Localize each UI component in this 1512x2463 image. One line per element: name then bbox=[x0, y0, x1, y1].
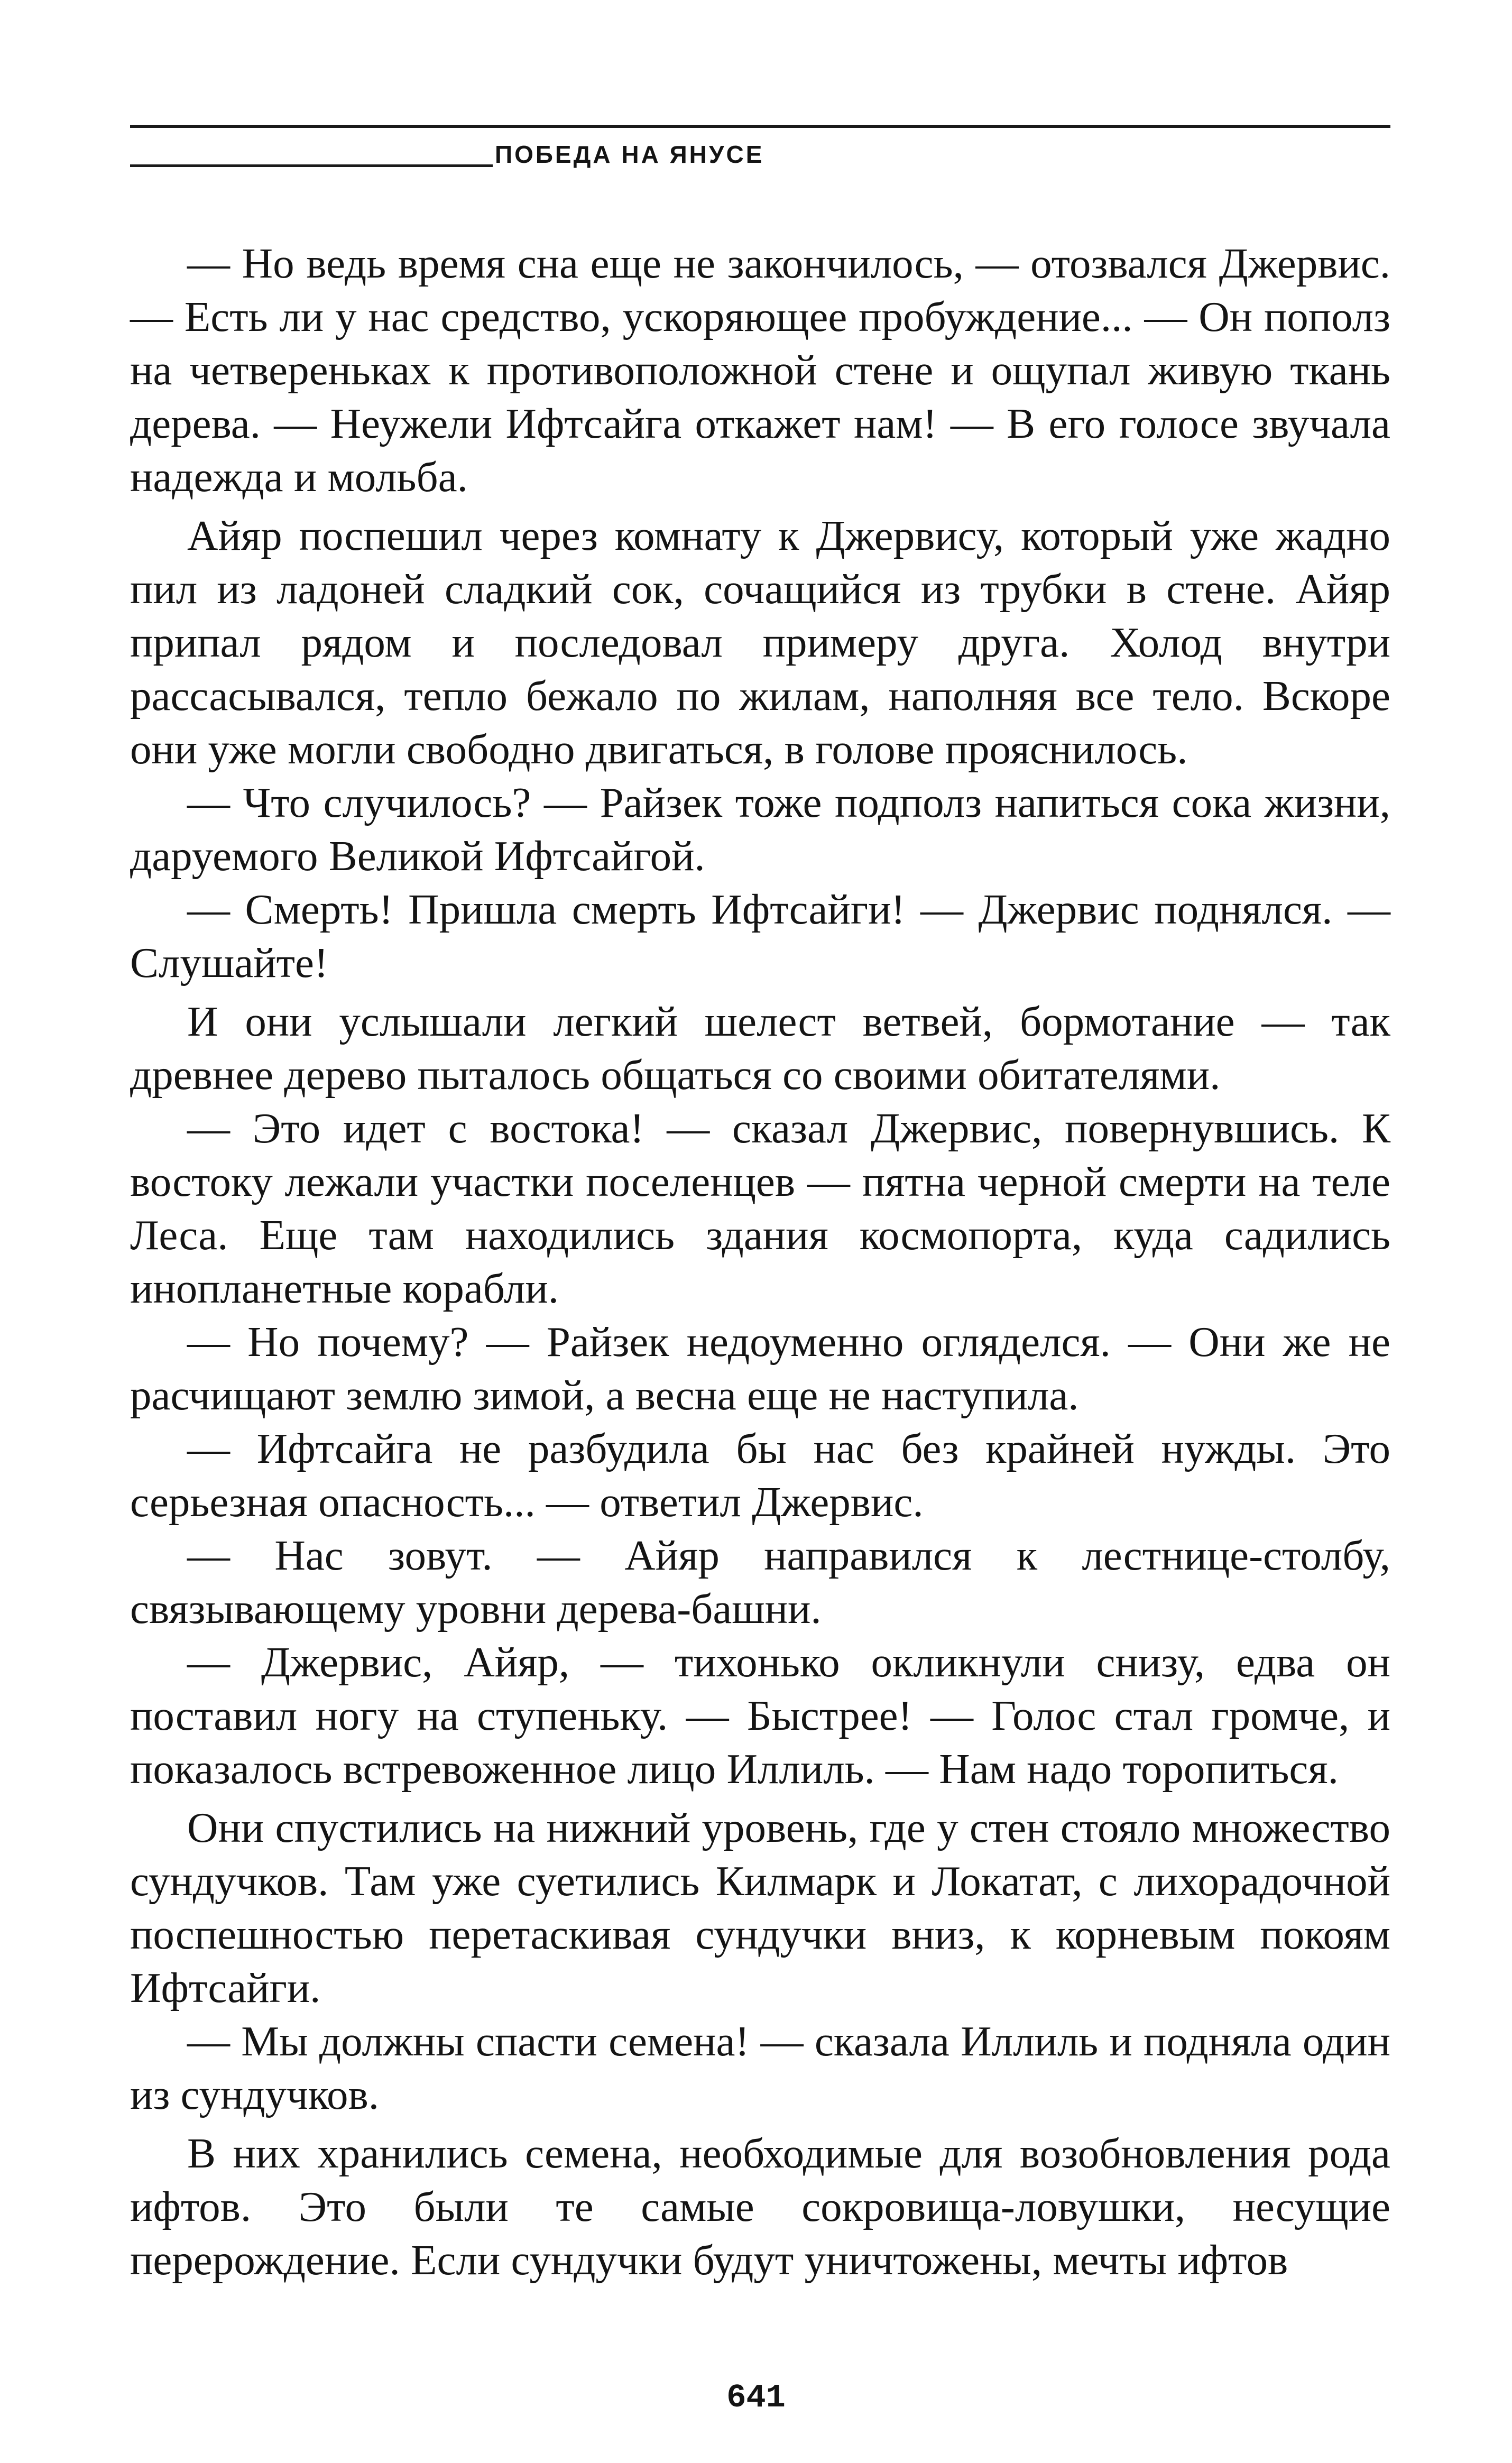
page-number: 641 bbox=[726, 2379, 786, 2416]
body-text bbox=[130, 237, 1390, 2287]
paragraph: Они спустились на нижний уровень, где у стен стояло множество сундучков. Там уже суетились Килмарк и Локатат, с лихорадочной поспешностью перетаскивая сундучки вниз, к корневым покоям Ифтсайги. bbox=[130, 1804, 1390, 2012]
running-head bbox=[130, 139, 1390, 170]
paragraph: — Нас зовут. — Айяр направился к лестнице-столбу, связывающему уровни дерева-башни. bbox=[130, 1532, 1390, 1632]
paragraph: — Но ведь время сна еще не закончилось, — отозвался Джервис. — Есть ли у нас средство, ускоряющее пробуждение... — Он пополз на четвереньках к противоположной стене и ощупал живую ткань дерева. — Неужели Ифтсайга откажет нам! — В его голосе звучала надежда и мольба. bbox=[130, 239, 1390, 501]
paragraph: И они услышали легкий шелест ветвей, бормотание — так древнее дерево пыталось общаться со своими обитателями. bbox=[130, 998, 1390, 1099]
paragraph: Айяр поспешил через комнату к Джервису, который уже жадно пил из ладоней сладкий сок, сочащийся из трубки в стене. Айяр припал рядом и последовал примеру друга. Холод внутри рассасывался, тепло бежало по жилам, наполняя все тело. Вскоре они уже могли свободно двигаться, в голове прояснилось. bbox=[130, 512, 1390, 773]
paragraph: — Что случилось? — Райзек тоже подполз напиться сока жизни, даруемого Великой Ифтсайгой. bbox=[130, 779, 1390, 880]
paragraph: — Мы должны спасти семена! — сказала Иллиль и подняла один из сундучков. bbox=[130, 2017, 1390, 2118]
paragraph: — Джервис, Айяр, — тихонько окликнули снизу, едва он поставил ногу на ступеньку. — Быстрее! — Голос стал громче, и показалось встревоженное лицо Иллиль. — Нам надо торопиться. bbox=[130, 1638, 1390, 1793]
running-head-line bbox=[130, 164, 493, 167]
paragraph: — Это идет с востока! — сказал Джервис, повернувшись. К востоку лежали участки поселенцев — пятна черной смерти на теле Леса. Еще там находились здания космопорта, куда садились инопланетные корабли. bbox=[130, 1104, 1390, 1312]
header-rule bbox=[130, 125, 1390, 128]
paragraph: — Смерть! Пришла смерть Ифтсайги! — Джервис поднялся. — Слушайте! bbox=[130, 885, 1390, 986]
paragraph: — Но почему? — Райзек недоуменно огляделся. — Они же не расчищают землю зимой, а весна еще не наступила. bbox=[130, 1318, 1390, 1419]
paragraph: В них хранились семена, необходимые для возобновления рода ифтов. Это были те самые сокровища-ловушки, несущие перерождение. Если сундучки будут уничтожены, мечты ифтов bbox=[130, 2129, 1390, 2284]
paragraph: — Ифтсайга не разбудила бы нас без крайней нужды. Это серьезная опасность... — ответил Джервис. bbox=[130, 1425, 1390, 1526]
running-head-title: ПОБЕДА НА ЯНУСЕ bbox=[495, 141, 764, 168]
